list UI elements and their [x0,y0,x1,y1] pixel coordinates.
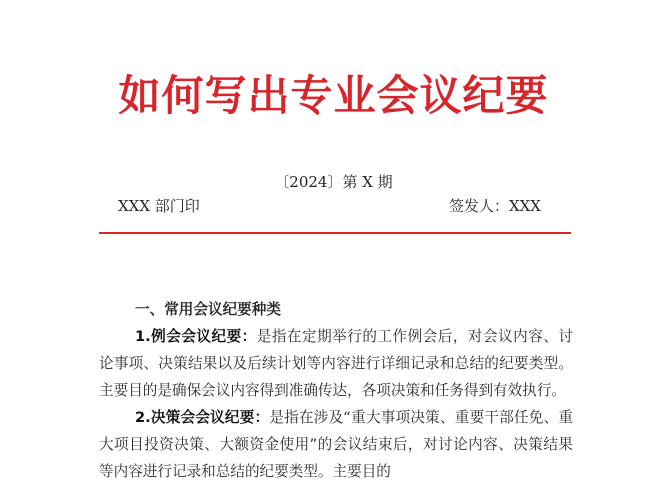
document-body [99,296,573,485]
paragraph-regular-meeting [99,323,573,404]
red-divider-line [99,232,571,234]
section-heading: 一、常用会议纪要种类 [135,301,281,318]
paragraph-decision-meeting [99,404,573,485]
signer: 签发人：XXX [448,197,541,215]
issuing-department: XXX 部门印 [118,197,200,215]
document-title: 如何写出专业会议纪要 [118,71,549,120]
term-decision-meeting: 2.决策会会议纪要： [135,409,270,426]
text-regular-meeting: 是指在定期举行的工作例会后，对会议内容、讨论事项、决策结果以及后续计划等内容进行详细记录和总结的纪要类型。主要目的是确保会议内容得到准确传达，各项决策和任务得到有效执行。 [99,328,573,399]
issue-number: 〔2024〕第 X 期 [274,173,393,191]
term-regular-meeting: 1.例会会议纪要： [135,328,257,345]
text-decision-meeting: 是指在涉及“重大事项决策、重要干部任免、重大项目投资决策、大额资金使用”的会议结束后，对讨论内容、决策结果等内容进行记录和总结的纪要类型。主要目的 [99,409,574,480]
